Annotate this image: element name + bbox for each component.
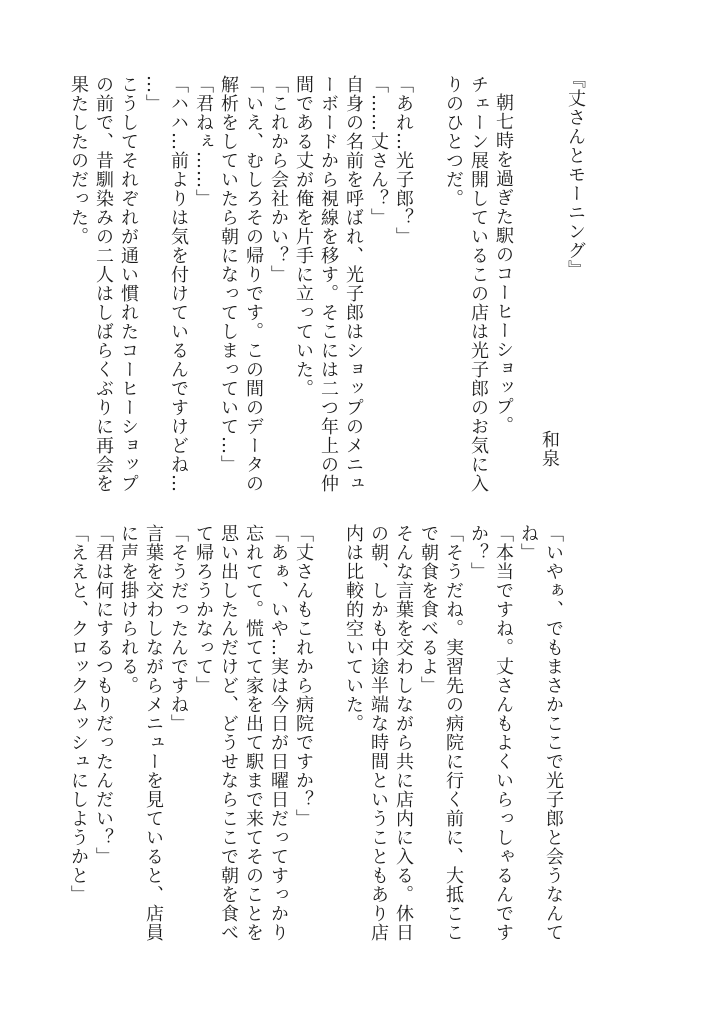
lower-column: 思い出したんだけど、どうせならここで朝を食べ <box>218 524 239 942</box>
upper-column: の前で、昔馴染みの二人はしばらくぶりに再会を <box>93 75 114 493</box>
upper-column: こうしてそれぞれが通い慣れたコーヒーショップ <box>118 75 139 493</box>
lower-column: て帰ろうかなって」 <box>193 524 214 695</box>
lower-column: 忘れてて。慌てて家を出て駅まで来てそのことを <box>243 524 264 942</box>
lower-column: 「いやぁ、でもまさかここで光子郎と会うなんて <box>543 524 564 942</box>
upper-column: 間である丈が俺を片手に立っていた。 <box>293 75 314 398</box>
lower-column: に声を掛けられる。 <box>118 524 139 695</box>
lower-column: か？」 <box>468 524 489 581</box>
lower-column: 内は比較的空いていた。 <box>343 524 364 733</box>
lower-column: の朝、しかも中途半端な時間ということもあり店 <box>368 524 389 942</box>
lower-column: そんな言葉を交わしながら共に店内に入る。休日 <box>393 524 414 942</box>
upper-column: 「これから会社かい？」 <box>268 75 289 284</box>
upper-column: 「いえ、むしろその帰りです。この間のデータの <box>243 75 264 493</box>
upper-column: 「ハハ…前よりは気を付けているんですけどね… <box>168 75 189 493</box>
lower-column: 「丈さんもこれから病院ですか？」 <box>293 524 314 828</box>
upper-column: りのひとつだ。 <box>443 75 464 208</box>
lower-column: 「そうだったんですね」 <box>168 524 189 733</box>
upper-column: 「あれ…光子郎？」 <box>393 75 414 246</box>
upper-column: 果たしたのだった。 <box>68 75 89 246</box>
lower-column: 「本当ですね。丈さんもよくいらっしゃるんです <box>493 524 514 942</box>
lower-column: ね」 <box>518 524 539 562</box>
upper-column: 「……丈さん？」 <box>368 75 389 227</box>
lower-column: 「そうだね。実習先の病院に行く前に、大抵ここ <box>443 524 464 942</box>
upper-column: ーボードから視線を移す。そこには二つ年上の仲 <box>318 75 339 493</box>
upper-column: 「君ねぇ……」 <box>193 75 214 208</box>
upper-column: 自身の名前を呼ばれ、光子郎はショップのメニュ <box>343 75 364 493</box>
upper-column: 解析をしていたら朝になってしまっていて…」 <box>218 75 239 474</box>
lower-column: 「君は何にするつもりだったんだい？」 <box>93 524 114 866</box>
upper-column: チェーン展開しているこの店は光子郎のお気に入 <box>468 75 489 493</box>
story-title: 『丈さんとモーニング』 <box>565 70 586 279</box>
upper-column: 朝七時を過ぎた駅のコーヒーショップ。 <box>493 93 514 435</box>
upper-column: …」 <box>143 75 164 113</box>
lower-column: 「ええと、クロックムッシュにしようかと」 <box>68 524 89 904</box>
lower-column: 「あぁ、いや…実は今日が日曜日だってすっかり <box>268 524 289 942</box>
lower-column: 言葉を交わしながらメニューを見ていると、店員 <box>143 524 164 942</box>
lower-column: で朝食を食べるよ」 <box>418 524 439 695</box>
author-name: 和泉 <box>539 430 560 468</box>
